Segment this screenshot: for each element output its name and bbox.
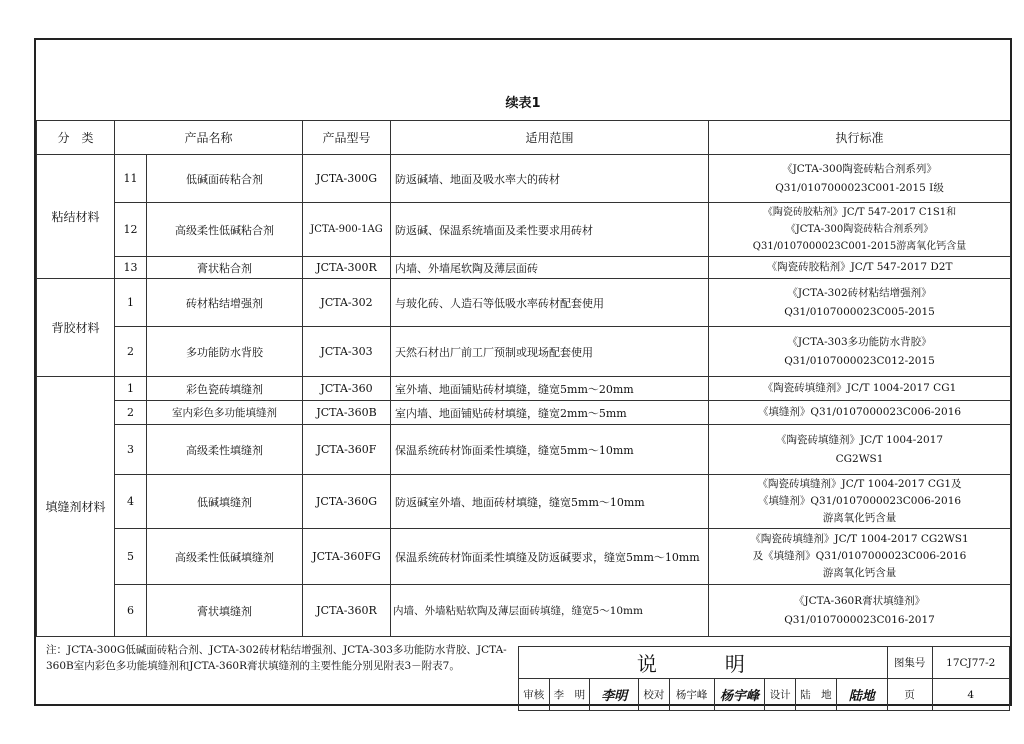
product-standard: [709, 155, 1011, 203]
check-label: 校对: [639, 679, 670, 711]
review-label: 审核: [519, 679, 550, 711]
row-number: 12: [115, 203, 147, 257]
standard-line: CG2WS1: [835, 452, 884, 465]
standard-line: Q31/0107000023C001-2015游离氧化钙含量: [752, 241, 967, 252]
header-standard: 执行标准: [709, 121, 1011, 155]
table-row: [37, 475, 1011, 529]
row-number: 1: [115, 279, 147, 327]
standard-line: 及《填缝剂》Q31/0107000023C006-2016: [752, 550, 967, 562]
product-model: JCTA-303: [303, 327, 391, 377]
header-name: 产品名称: [115, 121, 303, 155]
header-model: 产品型号: [303, 121, 391, 155]
product-model: JCTA-360F: [303, 425, 391, 475]
designer-name: 陆 地: [795, 679, 836, 711]
checker-signature: 杨宇峰: [714, 679, 765, 711]
row-number: 2: [115, 327, 147, 377]
product-model: JCTA-302: [303, 279, 391, 327]
design-label: 设计: [765, 679, 796, 711]
row-number: 13: [115, 257, 147, 279]
footnote: 注：JCTA-300G低碱面砖粘合剂、JCTA-302砖材粘结增强剂、JCTA-303多功能防水背胶、JCTA-360B室内彩色多功能填缝剂和JCTA-360R膏状填缝剂的主要性能分别见附表3－附表7。: [46, 644, 507, 672]
product-model: JCTA-300G: [303, 155, 391, 203]
product-table: [36, 120, 1011, 637]
standard-line: Q31/0107000023C012-2015: [784, 354, 935, 367]
product-range: 内墙、外墙尾软陶及薄层面砖: [391, 257, 709, 279]
row-number: 4: [115, 475, 147, 529]
product-name: 多功能防水背胶: [147, 327, 303, 377]
product-standard: [709, 425, 1011, 475]
page-label: 页: [887, 679, 932, 711]
product-name: 膏状粘合剂: [147, 257, 303, 279]
product-name: 低碱填缝剂: [147, 475, 303, 529]
standard-line: 游离氧化钙含量: [822, 512, 897, 524]
standard-line: 《陶瓷砖胶粘剂》JC/T 547-2017 C1S1和: [762, 207, 957, 218]
product-name: 低碱面砖粘合剂: [147, 155, 303, 203]
standard-line: 《JCTA-360R膏状填缝剂》: [793, 594, 926, 607]
product-standard: [709, 475, 1011, 529]
product-range: 室外墙、地面铺贴砖材填缝，缝宽5mm～20mm: [391, 377, 709, 401]
standard-line: 《陶瓷砖填缝剂》JC/T 1004-2017 CG2WS1: [750, 533, 969, 545]
product-model: JCTA-360FG: [303, 529, 391, 585]
product-range: 保温系统砖材饰面柔性填缝及防返碱要求，缝宽5mm～10mm: [391, 529, 709, 585]
atlas-label: 图集号: [887, 647, 932, 679]
standard-line: 游离氧化钙含量: [822, 567, 897, 579]
product-range: 室内墙、地面铺贴砖材填缝，缝宽2mm～5mm: [391, 401, 709, 425]
product-model: JCTA-300R: [303, 257, 391, 279]
product-standard: [709, 377, 1011, 401]
category-cell: 粘结材料: [37, 155, 115, 279]
table-row: [37, 279, 1011, 327]
standard-line: 《JCTA-303多功能防水背胶》: [787, 335, 932, 348]
product-model: JCTA-360: [303, 377, 391, 401]
product-range: 防返碱室外墙、地面砖材填缝，缝宽5mm～10mm: [391, 475, 709, 529]
standard-line: 《填缝剂》Q31/0107000023C006-2016: [757, 406, 962, 418]
title-block: [518, 646, 1010, 711]
table-row: [37, 257, 1011, 279]
product-standard: [709, 401, 1011, 425]
standard-line: 《陶瓷砖填缝剂》JC/T 1004-2017 CG1: [762, 382, 957, 394]
header-category: 分 类: [37, 121, 115, 155]
product-name: 砖材粘结增强剂: [147, 279, 303, 327]
category-cell: 背胶材料: [37, 279, 115, 377]
product-standard: [709, 327, 1011, 377]
table-header-row: [37, 121, 1011, 155]
product-name: 高级柔性低碱粘合剂: [147, 203, 303, 257]
row-number: 1: [115, 377, 147, 401]
product-standard: [709, 529, 1011, 585]
product-standard: [709, 257, 1011, 279]
table-row: [37, 401, 1011, 425]
product-standard: [709, 279, 1011, 327]
designer-signature: 陆地: [836, 679, 887, 711]
checker-name: 杨宇峰: [669, 679, 714, 711]
product-model: JCTA-360R: [303, 585, 391, 637]
row-number: 3: [115, 425, 147, 475]
reviewer-signature: 李明: [590, 679, 639, 711]
product-standard: [709, 585, 1011, 637]
row-number: 2: [115, 401, 147, 425]
sheet-title: 说 明: [519, 647, 888, 679]
table-row: [37, 203, 1011, 257]
standard-line: 《JCTA-302砖材粘结增强剂》: [787, 286, 932, 299]
table-row: [37, 155, 1011, 203]
product-name: 彩色瓷砖填缝剂: [147, 377, 303, 401]
row-number: 5: [115, 529, 147, 585]
product-name: 膏状填缝剂: [147, 585, 303, 637]
product-name: 高级柔性低碱填缝剂: [147, 529, 303, 585]
header-range: 适用范围: [391, 121, 709, 155]
table-row: [37, 529, 1011, 585]
table-row: [37, 585, 1011, 637]
drawing-frame: [34, 38, 1012, 706]
product-range: 与玻化砖、人造石等低吸水率砖材配套使用: [391, 279, 709, 327]
category-cell: 填缝剂材料: [37, 377, 115, 637]
atlas-number: 17CJ77-2: [932, 647, 1009, 679]
page-number: 4: [932, 679, 1009, 711]
reviewer-name: 李 明: [549, 679, 590, 711]
standard-line: 《陶瓷砖胶粘剂》JC/T 547-2017 D2T: [766, 261, 953, 273]
standard-line: Q31/0107000023C005-2015: [784, 305, 935, 318]
table-caption: 续表1: [505, 96, 541, 111]
product-model: JCTA-360G: [303, 475, 391, 529]
standard-line: 《JCTA-300陶瓷砖粘合剂系列》: [785, 224, 934, 235]
standard-line: 《填缝剂》Q31/0107000023C006-2016: [757, 495, 962, 507]
table-row: [37, 425, 1011, 475]
standard-line: 《陶瓷砖填缝剂》JC/T 1004-2017: [775, 433, 944, 446]
standard-line: Q31/0107000023C001-2015 Ⅰ级: [775, 181, 944, 194]
product-model: JCTA-900-1AG: [303, 203, 391, 257]
table-row: [37, 327, 1011, 377]
product-range: 防返碱、保温系统墙面及柔性要求用砖材: [391, 203, 709, 257]
product-model: JCTA-360B: [303, 401, 391, 425]
standard-line: 《JCTA-300陶瓷砖粘合剂系列》: [782, 162, 937, 175]
row-number: 6: [115, 585, 147, 637]
product-name: 高级柔性填缝剂: [147, 425, 303, 475]
product-range: 防返碱墙、地面及吸水率大的砖材: [391, 155, 709, 203]
product-range: 保温系统砖材饰面柔性填缝，缝宽5mm～10mm: [391, 425, 709, 475]
row-number: 11: [115, 155, 147, 203]
product-standard: [709, 203, 1011, 257]
standard-line: 《陶瓷砖填缝剂》JC/T 1004-2017 CG1及: [757, 478, 962, 490]
standard-line: Q31/0107000023C016-2017: [784, 613, 935, 626]
product-range: 天然石材出厂前工厂预制或现场配套使用: [391, 327, 709, 377]
table-row: [37, 377, 1011, 401]
product-name: 室内彩色多功能填缝剂: [147, 401, 303, 425]
product-range: 内墙、外墙粘贴软陶及薄层面砖填缝，缝宽5～10mm: [391, 585, 709, 637]
